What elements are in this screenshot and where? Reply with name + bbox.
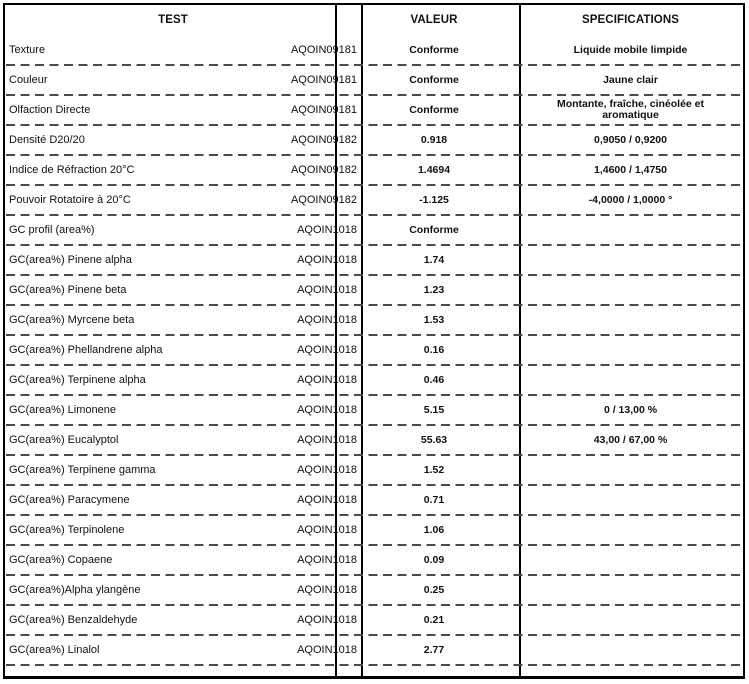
method-code-cell: AQOIN1018 bbox=[297, 434, 357, 446]
method-code-cell: AQOIN1018 bbox=[297, 224, 357, 236]
test-name-cell: Olfaction Directe bbox=[9, 104, 91, 116]
specification-cell bbox=[519, 635, 742, 665]
test-name-cell: GC(area%) Limonene bbox=[9, 404, 116, 416]
value-cell: 1.4694 bbox=[417, 164, 451, 176]
table-row bbox=[5, 155, 743, 185]
method-code-cell: AQOIN09181 bbox=[290, 104, 357, 116]
table-row bbox=[5, 335, 743, 365]
value-cell: 0.25 bbox=[423, 584, 445, 596]
table-row bbox=[5, 455, 743, 485]
test-name-cell: GC(area%) Linalol bbox=[9, 644, 100, 656]
analysis-results-table bbox=[3, 3, 745, 679]
method-code-cell: AQOIN1018 bbox=[297, 374, 357, 386]
value-cell: 0.21 bbox=[423, 614, 445, 626]
specification-cell-text: 1,4600 / 1,4750 bbox=[594, 163, 667, 176]
specification-cell bbox=[519, 395, 742, 425]
method-code-cell: AQOIN1018 bbox=[297, 524, 357, 536]
test-name-cell: Couleur bbox=[9, 74, 48, 86]
value-cell: 5.15 bbox=[423, 404, 445, 416]
table-row bbox=[5, 275, 743, 305]
table-row bbox=[5, 425, 743, 455]
column-header-test: TEST bbox=[158, 14, 188, 26]
specification-cell bbox=[519, 305, 742, 335]
test-name-cell: Densité D20/20 bbox=[9, 134, 85, 146]
value-cell: 0.46 bbox=[423, 374, 445, 386]
method-code-cell: AQOIN1018 bbox=[297, 284, 357, 296]
method-code-cell: AQOIN1018 bbox=[297, 614, 357, 626]
value-cell: Conforme bbox=[409, 224, 459, 236]
specification-cell bbox=[519, 95, 742, 125]
table-row bbox=[5, 545, 743, 575]
table-row bbox=[5, 605, 743, 635]
table-row bbox=[5, 515, 743, 545]
method-code-cell: AQOIN1018 bbox=[297, 494, 357, 506]
value-cell: 0.71 bbox=[423, 494, 445, 506]
table-row bbox=[5, 35, 743, 65]
specification-cell bbox=[519, 605, 742, 635]
specification-cell-text: Jaune clair bbox=[603, 73, 658, 86]
value-cell: 1.52 bbox=[423, 464, 445, 476]
method-code-cell: AQOIN09181 bbox=[290, 74, 357, 86]
table-row bbox=[5, 65, 743, 95]
test-name-cell: GC(area%) Terpinene alpha bbox=[9, 374, 146, 386]
table-row bbox=[5, 305, 743, 335]
specification-cell bbox=[519, 185, 742, 215]
value-cell: 0.918 bbox=[420, 134, 448, 146]
method-code-cell: AQOIN09182 bbox=[290, 164, 357, 176]
specification-cell bbox=[519, 545, 742, 575]
value-cell: 55.63 bbox=[420, 434, 448, 446]
specification-cell bbox=[519, 515, 742, 545]
specification-cell-text: Liquide mobile limpide bbox=[573, 43, 688, 56]
specification-cell bbox=[519, 455, 742, 485]
test-name-cell: GC(area%) Benzaldehyde bbox=[9, 614, 138, 626]
specification-cell-text: 0,9050 / 0,9200 bbox=[594, 133, 667, 146]
value-cell: Conforme bbox=[409, 44, 459, 56]
value-cell: -1.125 bbox=[419, 194, 449, 206]
method-code-cell: AQOIN1018 bbox=[297, 554, 357, 566]
method-code-cell: AQOIN09181 bbox=[290, 44, 357, 56]
value-cell: 1.53 bbox=[423, 314, 445, 326]
value-cell: 0.09 bbox=[423, 554, 445, 566]
test-name-cell: GC(area%) Pinene beta bbox=[9, 284, 127, 296]
specification-cell bbox=[519, 485, 742, 515]
table-row bbox=[5, 245, 743, 275]
table-body bbox=[5, 35, 743, 665]
test-name-cell: GC(area%) Pinene alpha bbox=[9, 254, 132, 266]
table-row bbox=[5, 95, 743, 125]
value-cell: Conforme bbox=[409, 104, 459, 116]
specification-cell-text: 0 / 13,00 % bbox=[603, 403, 658, 416]
method-code-cell: AQOIN1018 bbox=[297, 254, 357, 266]
table-row bbox=[5, 215, 743, 245]
specification-cell-text: 43,00 / 67,00 % bbox=[593, 433, 668, 446]
method-code-cell: AQOIN1018 bbox=[297, 314, 357, 326]
test-name-cell: GC(area%) Paracymene bbox=[9, 494, 130, 506]
specification-cell bbox=[519, 215, 742, 245]
test-name-cell: GC(area%)Alpha ylangène bbox=[9, 584, 141, 596]
method-code-cell: AQOIN1018 bbox=[297, 404, 357, 416]
specification-cell bbox=[519, 365, 742, 395]
specification-cell bbox=[519, 125, 742, 155]
specification-cell bbox=[519, 335, 742, 365]
column-header-specifications: SPECIFICATIONS bbox=[581, 14, 680, 26]
specification-cell-text: Montante, fraîche, cinéolée et aromatique bbox=[556, 98, 705, 121]
specification-cell bbox=[519, 275, 742, 305]
specification-cell bbox=[519, 575, 742, 605]
test-name-cell: Texture bbox=[9, 44, 46, 56]
table-row bbox=[5, 125, 743, 155]
value-cell: 1.74 bbox=[423, 254, 445, 266]
table-row bbox=[5, 185, 743, 215]
value-cell: 0.16 bbox=[423, 344, 445, 356]
value-cell: 1.23 bbox=[423, 284, 445, 296]
specification-cell bbox=[519, 155, 742, 185]
test-name-cell: GC(area%) Terpinene gamma bbox=[9, 464, 156, 476]
table-header-row bbox=[5, 5, 743, 35]
value-cell: Conforme bbox=[409, 74, 459, 86]
test-name-cell: Indice de Réfraction 20°C bbox=[9, 164, 135, 176]
table-row bbox=[5, 635, 743, 665]
method-code-cell: AQOIN1018 bbox=[297, 464, 357, 476]
value-cell: 2.77 bbox=[423, 644, 445, 656]
method-code-cell: AQOIN1018 bbox=[297, 344, 357, 356]
method-code-cell: AQOIN09182 bbox=[290, 194, 357, 206]
specification-cell-text: -4,0000 / 1,0000 ° bbox=[588, 193, 673, 206]
test-name-cell: GC(area%) Eucalyptol bbox=[9, 434, 119, 446]
column-header-valeur: VALEUR bbox=[410, 14, 458, 26]
specification-cell bbox=[519, 245, 742, 275]
test-name-cell: GC(area%) Terpinolene bbox=[9, 524, 125, 536]
specification-cell bbox=[519, 65, 742, 95]
table-row bbox=[5, 395, 743, 425]
table-row bbox=[5, 485, 743, 515]
test-name-cell: GC(area%) Copaene bbox=[9, 554, 113, 566]
test-name-cell: GC(area%) Myrcene beta bbox=[9, 314, 135, 326]
method-code-cell: AQOIN09182 bbox=[290, 134, 357, 146]
test-name-cell: Pouvoir Rotatoire à 20°C bbox=[9, 194, 131, 206]
table-row bbox=[5, 365, 743, 395]
specification-cell bbox=[519, 35, 742, 65]
table-row bbox=[5, 575, 743, 605]
test-name-cell: GC(area%) Phellandrene alpha bbox=[9, 344, 163, 356]
specification-cell bbox=[519, 425, 742, 455]
value-cell: 1.06 bbox=[423, 524, 445, 536]
test-name-cell: GC profil (area%) bbox=[9, 224, 95, 236]
method-code-cell: AQOIN1018 bbox=[297, 644, 357, 656]
method-code-cell: AQOIN1018 bbox=[297, 584, 357, 596]
